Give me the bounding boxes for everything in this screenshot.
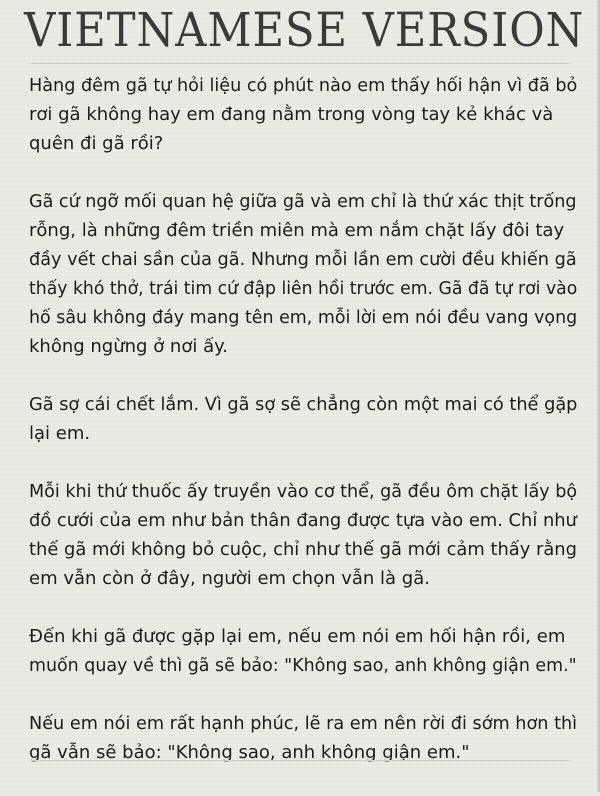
text-line: không ngừng ở nơi ấy. [29, 336, 228, 357]
text-line: Gã cứ ngỡ mối quan hệ giữa gã và em chỉ là thứ xác thịt trống [29, 191, 577, 212]
text-line: đầy vết chai sần của gã. Nhưng mỗi lần em cười đều khiến gã [29, 249, 577, 270]
text-line: Nếu em nói em rất hạnh phúc, lẽ ra em nên rời đi sớm hơn thì [29, 713, 578, 734]
text-line: đồ cưới của em như bản thân đang được tựa vào em. Chỉ như [29, 510, 577, 531]
text-line: thế gã mới không bỏ cuộc, chỉ như thế gã mới cảm thấy rằng [29, 539, 577, 560]
page-edge [596, 0, 600, 792]
paragraph-4 [29, 477, 581, 593]
text-line: rơi gã không hay em đang nằm trong vòng tay kẻ khác và [29, 104, 554, 125]
text-line: muốn quay về thì gã sẽ bảo: "Không sao, anh không giận em." [29, 655, 577, 676]
text-line: Đến khi gã được gặp lại em, nếu em nói em hối hận rồi, em [29, 626, 566, 647]
text-line: quên đi gã rồi? [29, 133, 164, 154]
paragraph-6 [29, 709, 581, 767]
text-line: Hàng đêm gã tự hỏi liệu có phút nào em thấy hối hận vì đã bỏ [29, 75, 578, 96]
title-divider [30, 63, 570, 64]
text-line: gã vẫn sẽ bảo: "Không sao, anh không giận em." [29, 742, 470, 763]
text-line: lại em. [29, 423, 91, 444]
text-line: hố sâu không đáy mang tên em, mỗi lời em nói đều vang vọng [29, 307, 578, 328]
text-line: Gã sợ cái chết lắm. Vì gã sợ sẽ chẳng còn một mai có thể gặp [29, 394, 578, 415]
paragraph-5 [29, 622, 581, 680]
page-title: VIETNAMESE VERSION [24, 3, 585, 58]
paragraph-2 [29, 187, 581, 361]
text-line: Mỗi khi thứ thuốc ấy truyền vào cơ thể, gã đều ôm chặt lấy bộ [29, 481, 578, 502]
text-line: em vẫn còn ở đây, người em chọn vẫn là gã. [29, 568, 430, 589]
body-text [29, 71, 581, 796]
text-line: rỗng, là những đêm triền miên mà em nắm chặt lấy đôi tay [29, 220, 565, 241]
paragraph-3 [29, 390, 581, 448]
text-line: thấy khó thở, trái tim cứ đập liên hồi trước em. Gã đã tự rơi vào [29, 278, 578, 299]
footer-divider [30, 760, 570, 761]
paragraph-1 [29, 71, 581, 158]
